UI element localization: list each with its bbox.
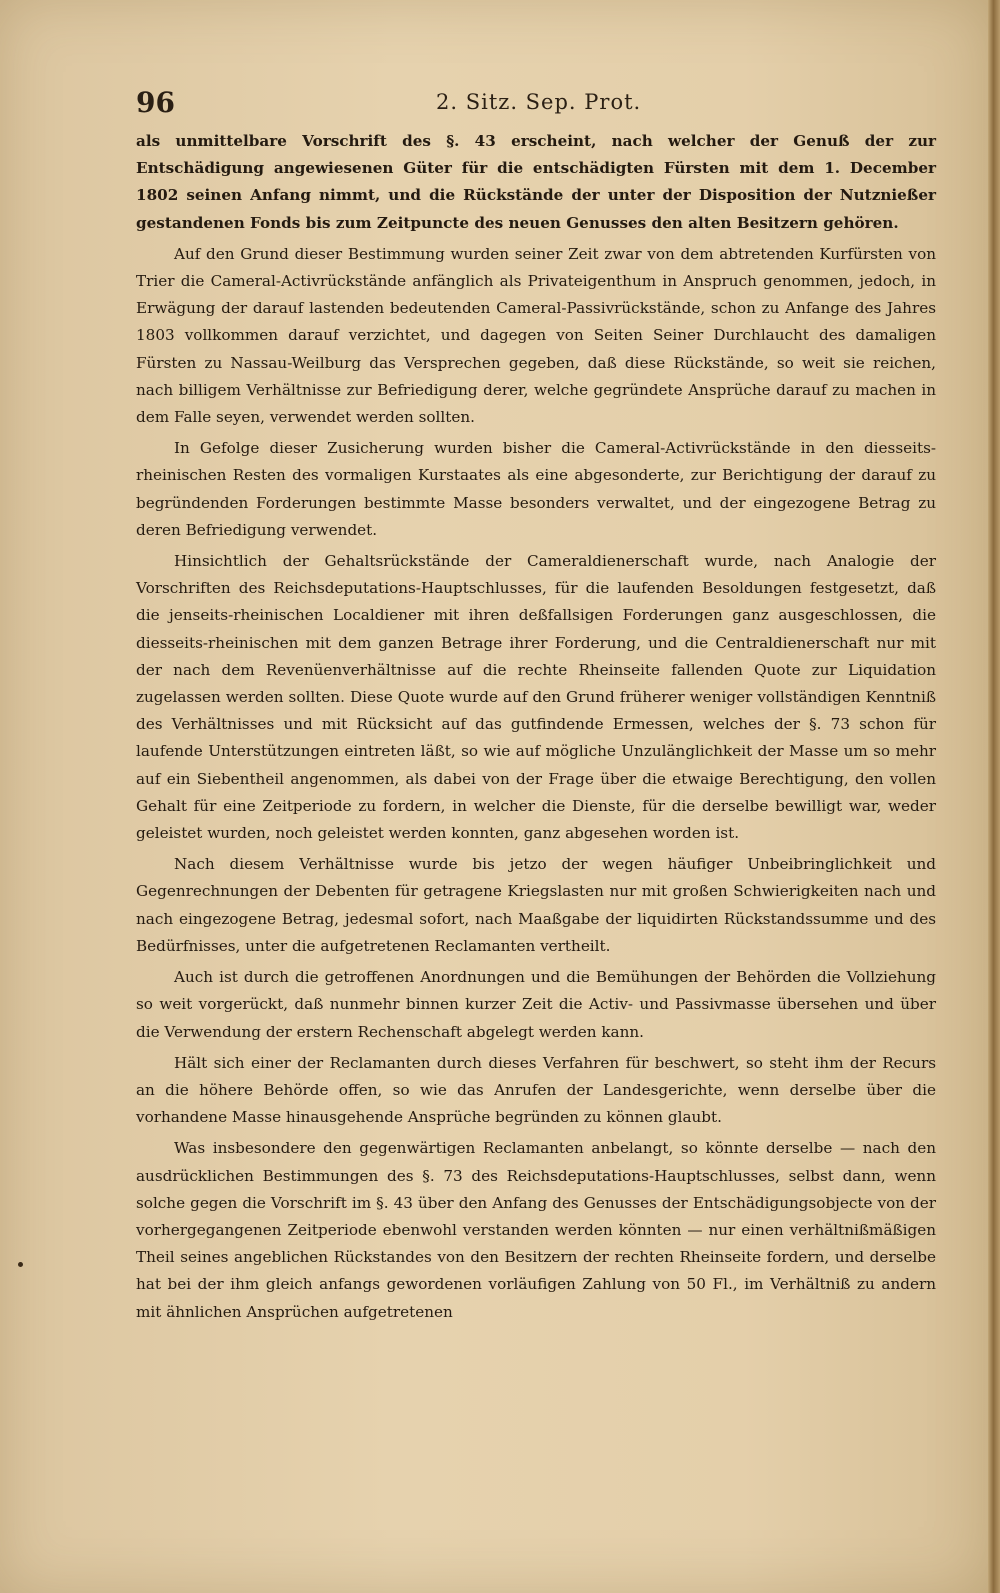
paragraph-7: Hält sich einer der Reclamanten durch dieses Verfahren für beschwert, so steht ihm der Recurs an die höhere Behörde offen, so wie das Anrufen der Landesgerichte, wenn derselbe über die vorhandene Masse hinausgehende Ansprüche begründen zu können glaubt.	[136, 1053, 936, 1127]
paragraph-4: Hinsichtlich der Gehaltsrückstände der Cameraldienerschaft wurde, nach Analogie der Vorschriften des Reichsdeputations-Hauptschlusses, für die laufenden Besoldungen festgesetzt, daß die jenseits-rheinischen Localdiener mit ihren deßfallsigen Forderungen ganz ausgeschlossen, die diesseits-rheinischen mit dem ganzen Betrage ihrer Forderung, und die Centraldienerschaft nur mit der nach dem Revenüenverhältnisse auf die rechte Rheinseite fallenden Quote zur Liquidation zugelassen werden sollten. Diese Quote wurde auf den Grund früherer weniger vollständigen Kenntniß des Verhältnisses und mit Rücksicht auf das gutfindende Ermessen, welches der §. 73 schon für laufende Unterstützungen eintreten läßt, so wie auf mögliche Unzulänglichkeit der Masse um so mehr auf ein Siebentheil angenommen, als dabei von der Frage über die etwaige Berechtigung, den vollen Gehalt für eine Zeitperiode zu fordern, in welcher die Dienste, für die derselbe bewilligt war, weder geleistet wurden, noch geleistet werden konnten, ganz abgesehen worden ist.	[136, 552, 936, 843]
paragraph-6: Auch ist durch die getroffenen Anordnungen und die Bemühungen der Behörden die Vollziehung so weit vorgerückt, daß nunmehr binnen kurzer Zeit die Activ- und Passivmasse übersehen und über die Verwendung der erstern Rechenschaft abgelegt werden kann.	[136, 968, 936, 1041]
page-header	[136, 86, 936, 126]
paragraph-3: In Gefolge dieser Zusicherung wurden bisher die Cameral-Activrückstände in den diesseits-rheinischen Resten des vormaligen Kurstaates als eine abgesonderte, zur Berichtigung der darauf zu begründenden Forderungen bestimmte Masse besonders verwaltet, und der eingezogene Betrag zu deren Befriedigung verwendet.	[136, 439, 936, 539]
paragraph-1: als unmittelbare Vorschrift des §. 43 erscheint, nach welcher der Genuß der zur Entschädigung angewiesenen Güter für die entschädigten Fürsten mit dem 1. December 1802 seinen Anfang nimmt, und die Rückstände der unter der Disposition der Nutznießer gestandenen Fonds bis zum Zeitpuncte des neuen Genusses den alten Besitzern gehören.	[136, 132, 936, 232]
paragraph-5: Nach diesem Verhältnisse wurde bis jetzo der wegen häufiger Unbeibringlichkeit und Gegenrechnungen der Debenten für getragene Kriegslasten nur mit großen Schwierigkeiten nach und nach eingezogene Betrag, jedesmal sofort, nach Maaßgabe der liquidirten Rückstandssumme und des Bedürfnisses, unter die aufgetretenen Reclamanten vertheilt.	[136, 855, 936, 955]
paragraph-2: Auf den Grund dieser Bestimmung wurden seiner Zeit zwar von dem abtretenden Kurfürsten von Trier die Cameral-Activrückstände anfänglich als Privateigenthum in Anspruch genommen, jedoch, in Erwägung der darauf lastenden bedeutenden Cameral-Passivrückstände, schon zu Anfange des Jahres 1803 vollkommen darauf verzichtet, und dagegen von Seiten Seiner Durchlaucht des damaligen Fürsten zu Nassau-Weilburg das Versprechen gegeben, daß diese Rückstände, so weit sie reichen, nach billigem Verhältnisse zur Befriedigung derer, welche gegründete Ansprüche darauf zu machen in dem Falle seyen, verwendet werden sollten.	[136, 244, 936, 427]
margin-dot	[18, 1262, 23, 1267]
page-edge	[988, 0, 1000, 1593]
paragraph-8: Was insbesondere den gegenwärtigen Reclamanten anbelangt, so könnte derselbe — nach den ausdrücklichen Bestimmungen des §. 73 des Reichsdeputations-Hauptschlusses, selbst dann, wenn solche gegen die Vorschrift im §. 43 über den Anfang des Genusses der Entschädigungsobjecte von der vorhergegangenen Zeitperiode ebenwohl verstanden werden könnten — nur einen verhältnißmäßigen Theil seines angeblichen Rückstandes von den Besitzern der rechten Rheinseite fordern, und derselbe hat bei der ihm gleich anfangs gewordenen vorläufigen Zahlung von 50 Fl., im Verhältniß zu andern mit ähnlichen Ansprüchen aufgetretenen	[136, 1139, 936, 1321]
page-number: 96	[136, 86, 175, 119]
running-head: 2. Sitz. Sep. Prot.	[436, 90, 642, 114]
body-text	[136, 128, 936, 1330]
